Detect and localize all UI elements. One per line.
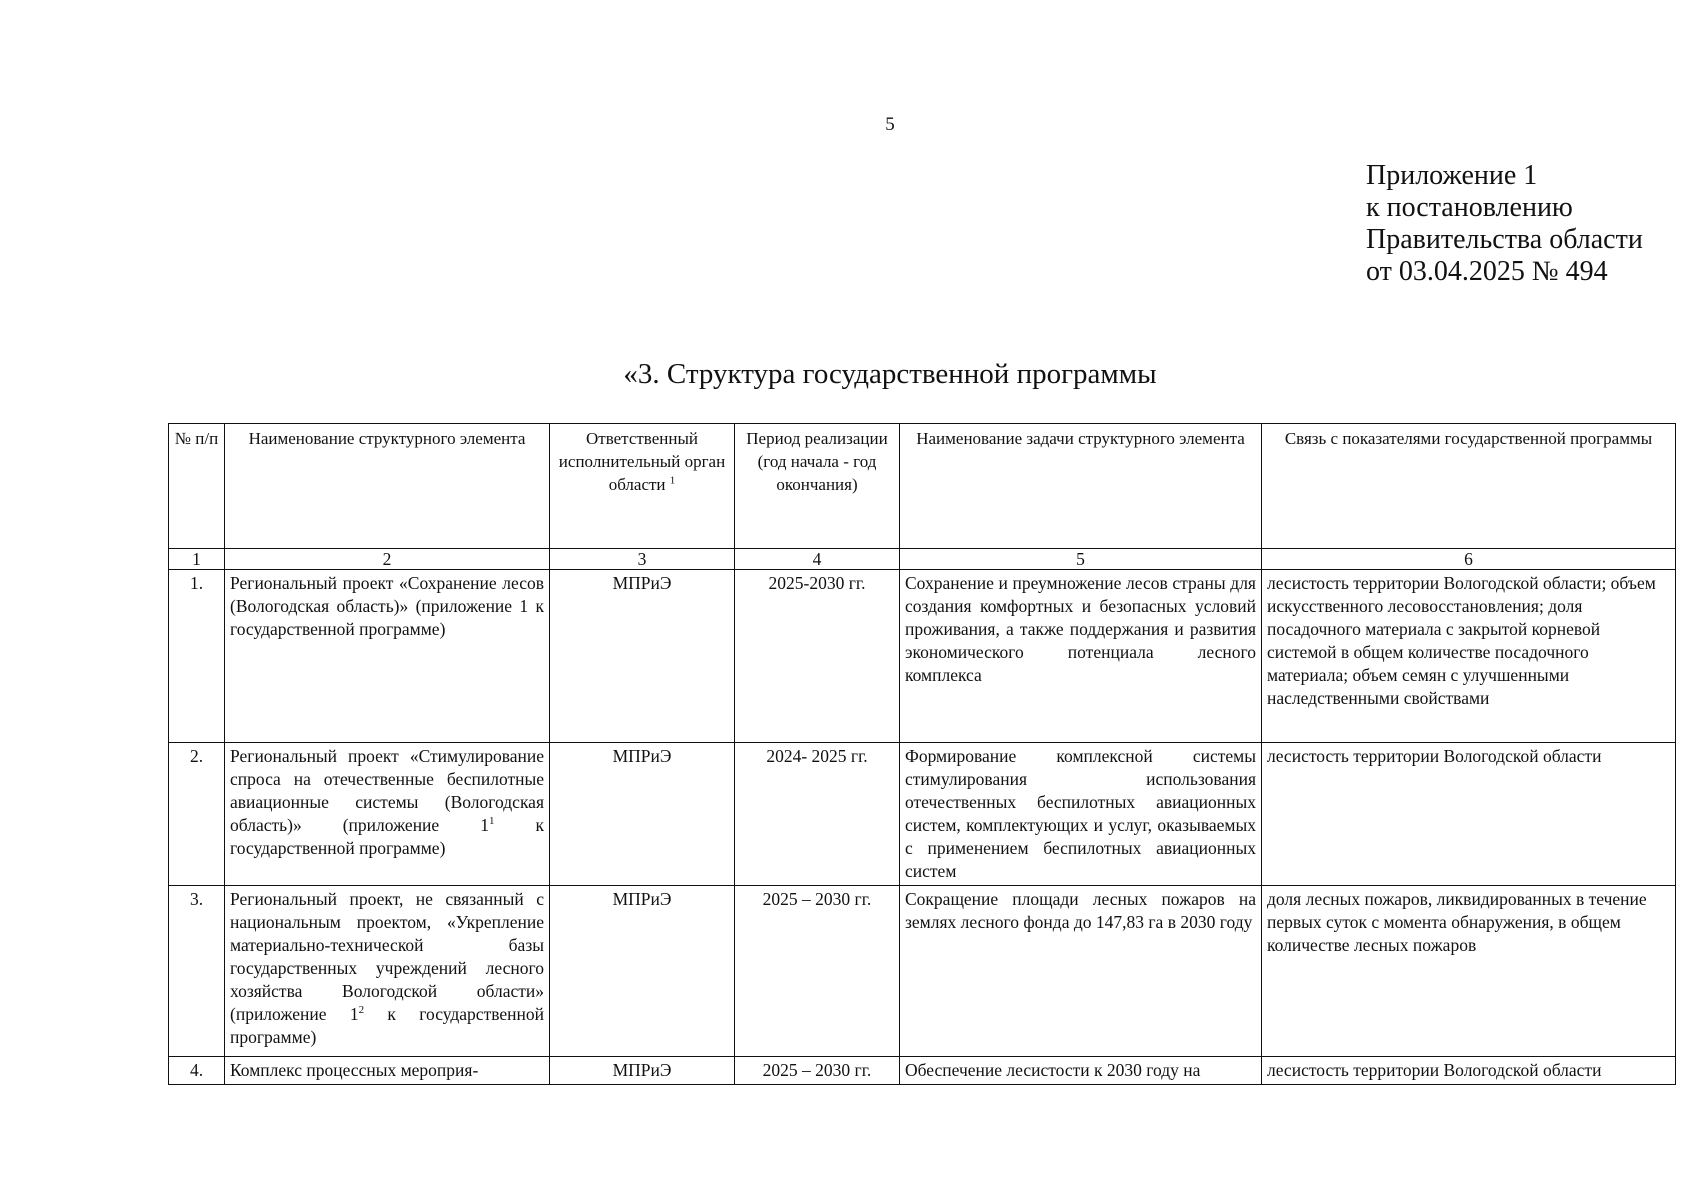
row-indicators: доля лесных пожаров, ликвидированных в течение первых суток с момента обнаружения, в общем количестве лесных пожаров [1262,886,1676,1057]
appendix-line: к постановлению [1366,192,1573,223]
page-number: 5 [885,114,895,135]
footnote-marker: 1 [669,474,676,487]
appendix-line: от 03.04.2025 № 494 [1366,256,1608,287]
table-row [169,1057,1676,1085]
row-element-name: Региональный проект «Сохранение лесов (Вологодская область)» (приложение 1 к государственной программе) [225,570,550,743]
header-org [550,424,735,549]
superscript-index: 1 [488,815,495,828]
column-number: 5 [900,549,1262,570]
row-element-name-text: Региональный проект «Стимулирование спроса на отечественные беспилотные авиационные системы (Вологодская область)» (приложение 1 [230,746,544,835]
header-link: Связь с показателями государственной программы [1262,424,1676,549]
row-element-name [225,743,550,886]
row-period: 2025-2030 гг. [735,570,900,743]
column-number: 6 [1262,549,1676,570]
row-num: 3. [169,886,225,1057]
column-number-row [169,549,1676,570]
row-org: МПРиЭ [550,743,735,886]
header-name: Наименование структурного элемента [225,424,550,549]
section-title: «3. Структура государственной программы [623,358,1157,390]
row-element-name-text: к государственной программе) [230,1004,544,1047]
superscript-index: 2 [358,1004,365,1017]
row-element-name [225,886,550,1057]
row-task: Сокращение площади лесных пожаров на землях лесного фонда до 147,83 га в 2030 году [900,886,1262,1057]
row-period: 2025 – 2030 гг. [735,1057,900,1085]
column-number: 2 [225,549,550,570]
table-header-row [169,424,1676,549]
row-org: МПРиЭ [550,570,735,743]
row-task: Обеспечение лесистости к 2030 году на [900,1057,1262,1085]
program-structure-table [168,423,1676,1085]
row-indicators: лесистость территории Вологодской области [1262,1057,1676,1085]
row-num: 2. [169,743,225,886]
row-element-name-text: Региональный проект, не связанный с национальным проектом, «Укрепление материально-технической базы государственных учреждений лесного хозяйства Вологодской области» (приложение 1 [230,889,544,1024]
row-period: 2024- 2025 гг. [735,743,900,886]
column-number: 3 [550,549,735,570]
row-org: МПРиЭ [550,886,735,1057]
row-element-name: Комплекс процессных мероприя- [225,1057,550,1085]
row-task: Формирование комплексной системы стимулирования использования отечественных беспилотных авиационных систем, комплектующих и услуг, оказываемых с применением беспилотных авиационных систем [900,743,1262,886]
table-row [169,886,1676,1057]
header-org-text: Ответственный исполнительный орган области [558,429,726,494]
row-element-name-text: к государственной программе) [230,815,544,858]
row-num: 4. [169,1057,225,1085]
table-row [169,570,1676,743]
row-indicators: лесистость территории Вологодской области [1262,743,1676,886]
row-period: 2025 – 2030 гг. [735,886,900,1057]
table-row [169,743,1676,886]
appendix-line: Правительства области [1366,224,1643,255]
column-number: 1 [169,549,225,570]
row-org: МПРиЭ [550,1057,735,1085]
row-indicators: лесистость территории Вологодской области; объем искусственного лесовосстановления; доля посадочного материала с закрытой корневой системой в общем количестве посадочного материала; объем семян с улучшенными наследственными свойствами [1262,570,1676,743]
appendix-block [1366,160,1643,288]
row-num: 1. [169,570,225,743]
header-period: Период реализации (год начала - год окончания) [735,424,900,549]
column-number: 4 [735,549,900,570]
row-task: Сохранение и преумножение лесов страны для создания комфортных и безопасных условий проживания, а также поддержания и развития экономического потенциала лесного комплекса [900,570,1262,743]
header-num: № п/п [169,424,225,549]
appendix-line: Приложение 1 [1366,160,1538,191]
header-task: Наименование задачи структурного элемента [900,424,1262,549]
